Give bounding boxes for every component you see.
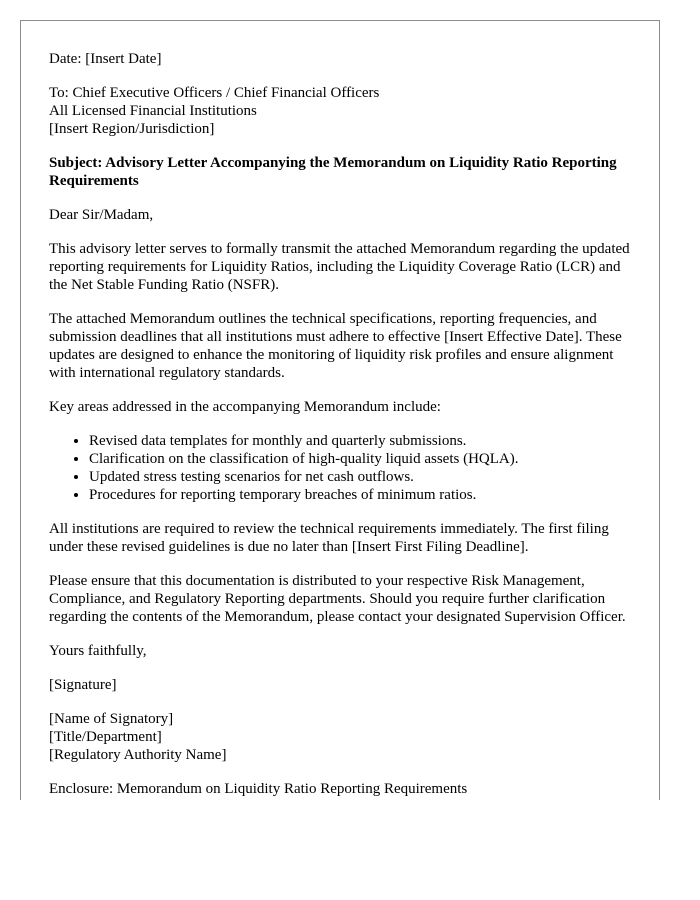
recipient-line: To: Chief Executive Officers / Chief Financial Officers — [49, 85, 380, 101]
list-item: • Updated stress testing scenarios for net cash outflows. — [89, 468, 633, 486]
subject-line: Subject: Advisory Letter Accompanying the Memorandum on Liquidity Ratio Reporting Requirements — [49, 155, 617, 189]
key-areas-list — [49, 432, 633, 504]
list-item: • Procedures for reporting temporary breaches of minimum ratios. — [89, 486, 633, 504]
signature-placeholder: [Signature] — [49, 677, 117, 693]
paragraph-requirements: All institutions are required to review the technical requirements immediately. The first filing under these revised guidelines is due no later than [Insert First Filing Deadline]. — [49, 521, 609, 555]
signatory-block — [49, 710, 633, 764]
letter-body — [49, 50, 633, 800]
paragraph-intro: This advisory letter serves to formally transmit the attached Memorandum regarding the updated reporting requirements for Liquidity Ratios, including the Liquidity Coverage Ratio (LCR) and the Net Stable Funding Ratio (NSFR). — [49, 241, 630, 293]
paragraph-distribution: Please ensure that this documentation is distributed to your respective Risk Management, Compliance, and Regulatory Reporting departments. Should you require further clarification regarding the contents of the Memorandum, please contact your designated Supervision Officer. — [49, 573, 626, 625]
paragraph-details: The attached Memorandum outlines the technical specifications, reporting frequencies, and submission deadlines that all institutions must adhere to effective [Insert Effective Date]. These updates are designed to enhance the monitoring of liquidity risk profiles and ensure alignment with international regulatory standards. — [49, 311, 622, 381]
recipient-line: All Licensed Financial Institutions — [49, 103, 257, 119]
enclosure-line: Enclosure: Memorandum on Liquidity Ratio Reporting Requirements — [49, 781, 468, 797]
recipient-line: [Insert Region/Jurisdiction] — [49, 121, 215, 137]
paragraph-key-areas-intro: Key areas addressed in the accompanying Memorandum include: — [49, 399, 441, 415]
date-line: Date: [Insert Date] — [49, 51, 162, 67]
list-item: • Revised data templates for monthly and quarterly submissions. — [89, 432, 633, 450]
list-item: • Clarification on the classification of high-quality liquid assets (HQLA). — [89, 450, 633, 468]
signatory-line: [Regulatory Authority Name] — [49, 747, 227, 763]
signatory-line: [Title/Department] — [49, 729, 162, 745]
letter-page — [20, 20, 660, 800]
closing: Yours faithfully, — [49, 643, 147, 659]
signatory-line: [Name of Signatory] — [49, 711, 174, 727]
recipient-block — [49, 84, 633, 138]
salutation: Dear Sir/Madam, — [49, 207, 154, 223]
